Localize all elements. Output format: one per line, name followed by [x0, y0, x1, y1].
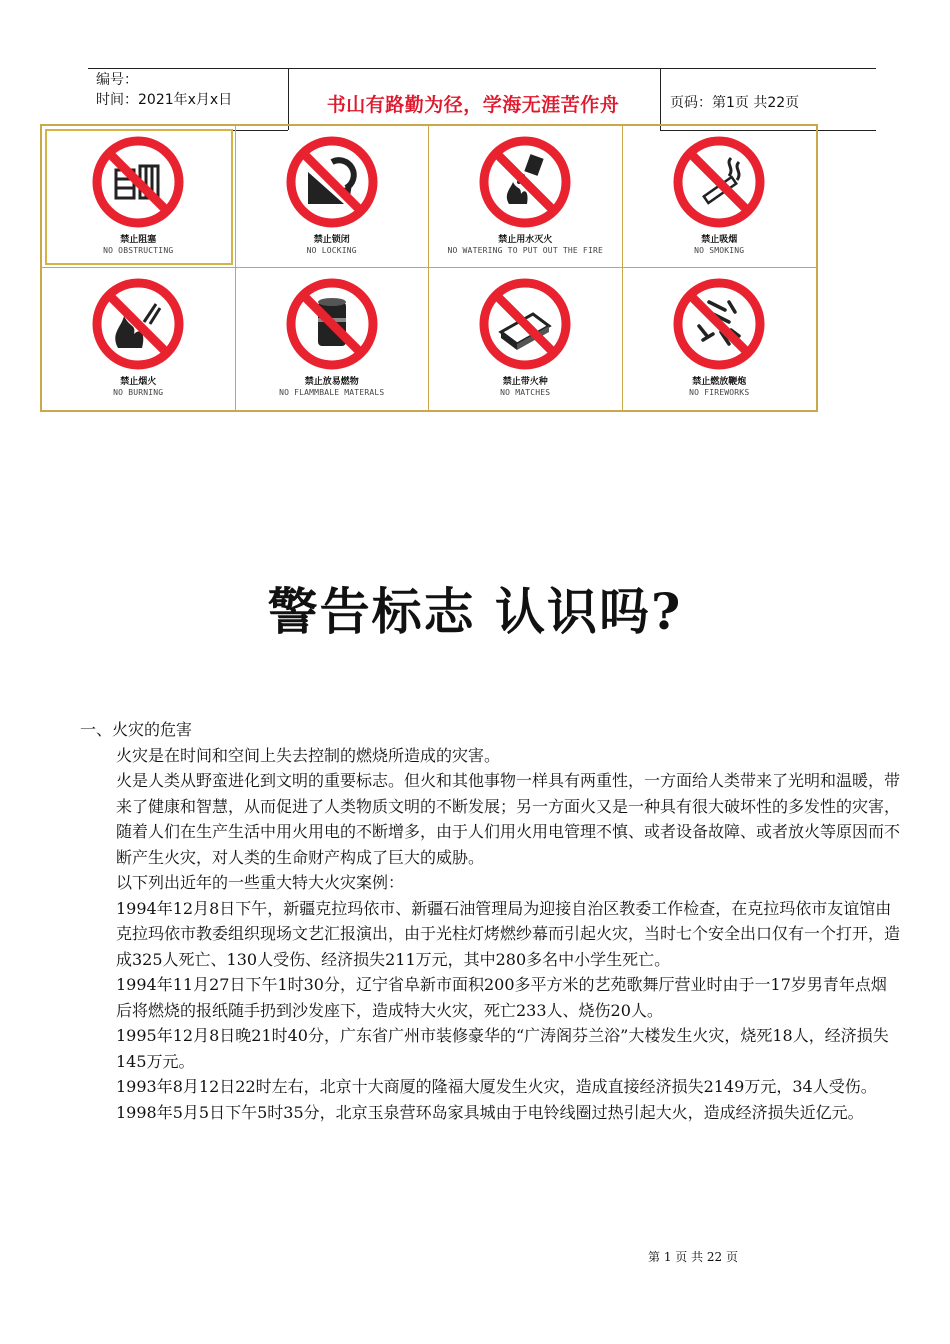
sign-label-zh: 禁止烟火 — [120, 377, 157, 387]
sign-label-en: NO FLAMMBALE MATERALS — [279, 388, 385, 397]
sign-label-zh: 禁止锁闭 — [313, 235, 350, 245]
body-paragraph: 1994年11月27日下午1时30分，辽宁省阜新市面积200多平方米的艺苑歌舞厅营业时由于一17岁男青年点烟后将燃烧的报纸随手扔到沙发座下，造成特大火灾，死亡233人、烧伤20人。 — [116, 975, 887, 1020]
page-title: 警告标志 认识吗? — [267, 582, 683, 641]
sign-cell — [236, 126, 430, 268]
sign-label-en: NO OBSTRUCTING — [103, 246, 174, 255]
body-paragraph: 1995年12月8日晚21时40分，广东省广州市装修豪华的“广涛阁芬兰浴”大楼发生火灾，烧死18人，经济损失145万元。 — [116, 1026, 889, 1071]
sign-cell — [623, 268, 817, 410]
no-locking-icon — [282, 132, 382, 232]
document-body — [80, 717, 900, 1125]
sign-label-zh: 禁止用水灭火 — [498, 235, 553, 245]
sign-label-zh: 禁止阻塞 — [120, 235, 157, 245]
sign-cell — [623, 126, 817, 268]
no-fireworks-icon — [669, 274, 769, 374]
prohibition-sign-grid — [40, 124, 818, 412]
no-flammable-icon — [282, 274, 382, 374]
header-meta — [96, 70, 232, 110]
sign-label-en: NO FIREWORKS — [689, 388, 750, 397]
header-motto: 书山有路勤为径，学海无涯苦作舟 — [326, 94, 620, 116]
body-paragraph: 以下列出近年的一些重大特大火灾案例： — [116, 873, 405, 892]
sign-cell — [429, 126, 623, 268]
sign-cell — [42, 268, 236, 410]
header-divider-2 — [660, 68, 661, 130]
sign-label-en: NO LOCKING — [306, 246, 357, 255]
sign-label-en: NO MATCHES — [500, 388, 551, 397]
body-paragraph: 火是人类从野蛮进化到文明的重要标志。但火和其他事物一样具有两重性，一方面给人类带来了光明和温暖，带来了健康和智慧，从而促进了人类物质文明的不断发展；另一方面火又是一种具有很大破坏性的多发性的灾害，随着人们在生产生活中用火用电的不断增多，由于人们用火用电管理不慎、或者设备故障、或者放火等原因而不断产生火灾，对人类的生命财产构成了巨大的威胁。 — [116, 771, 901, 867]
body-paragraph: 火灾是在时间和空间上失去控制的燃烧所造成的灾害。 — [116, 745, 501, 765]
body-paragraph: 1994年12月8日下午，新疆克拉玛依市、新疆石油管理局为迎接自治区教委工作检查，在克拉玛依市友谊馆由克拉玛依市教委组织现场文艺汇报演出，由于光柱灯烤燃纱幕而引起火灾，当时七个安全出口仅有一个打开，造成325人死亡、130人受伤、经济损失211万元，其中280多名中小学生死亡。 — [116, 898, 901, 969]
sign-label-en: NO BURNING — [113, 388, 164, 397]
no-burning-icon — [88, 274, 188, 374]
sign-label-en: NO WATERING TO PUT OUT THE FIRE — [447, 246, 603, 255]
sign-cell — [42, 126, 236, 268]
sign-label-zh: 禁止燃放鞭炮 — [692, 377, 747, 387]
header-page-info: 页码：第1页 共22页 — [670, 95, 800, 111]
no-smoking-icon — [669, 132, 769, 232]
sign-label-zh: 禁止吸烟 — [701, 235, 738, 245]
sign-label-zh: 禁止带火种 — [502, 377, 548, 387]
no-obstructing-icon — [88, 132, 188, 232]
document-time-label: 时间：2021年x月x日 — [96, 92, 233, 108]
sign-cell — [236, 268, 430, 410]
body-paragraph: 1993年8月12日22时左右，北京十大商厦的隆福大厦发生火灾，造成直接经济损失2149万元，34人受伤。 — [116, 1077, 877, 1096]
sign-label-zh: 禁止放易燃物 — [304, 377, 359, 387]
sign-label-en: NO SMOKING — [694, 246, 745, 255]
header-top-rule — [88, 68, 876, 69]
document-number-label: 编号： — [96, 72, 138, 88]
body-paragraph: 1998年5月5日下午5时35分，北京玉泉营环岛家具城由于电铃线圈过热引起大火，造成经济损失近亿元。 — [116, 1102, 864, 1122]
no-water-extinguish-icon — [475, 132, 575, 232]
sign-cell — [429, 268, 623, 410]
no-matches-icon — [475, 274, 575, 374]
page-footer: 第 1 页 共 22 页 — [648, 1250, 738, 1264]
section-heading: 一、火灾的危害 — [80, 720, 193, 739]
